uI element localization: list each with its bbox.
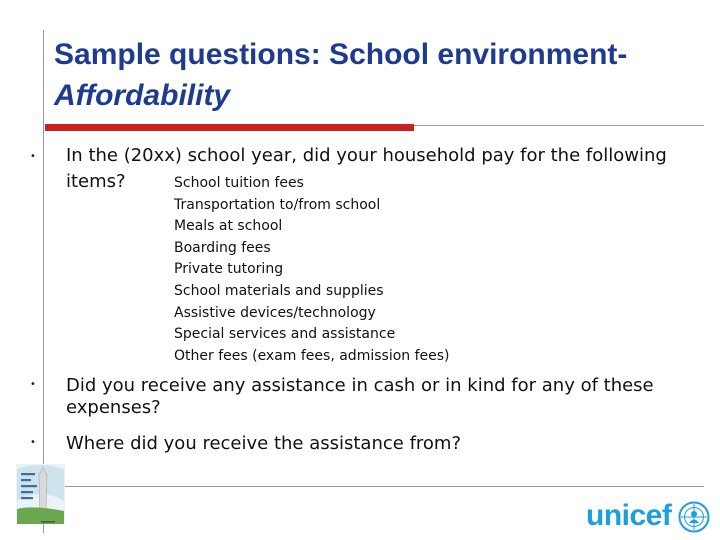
- footer-divider: [64, 486, 704, 487]
- question-2: Did you receive any assistance in cash or in kind for any of these expenses?: [66, 375, 654, 418]
- unicef-logo: [586, 500, 714, 534]
- slide-title-line2: Affordability: [54, 79, 231, 112]
- list-item: Other fees (exam fees, admission fees): [174, 347, 450, 364]
- slide-title: [54, 34, 704, 116]
- list-item: Transportation to/from school: [174, 196, 381, 213]
- unicef-wordmark: unicef: [586, 499, 672, 532]
- title-divider: [414, 125, 704, 126]
- expense-items-list: [174, 173, 450, 367]
- list-item: Boarding fees: [174, 239, 271, 256]
- washington-group-logo: [13, 461, 68, 529]
- question-3: Where did you receive the assistance from?: [66, 433, 462, 454]
- bullet-2: •: [30, 379, 36, 390]
- title-accent-bar: [45, 124, 414, 131]
- question-1-line2: items?: [66, 171, 126, 192]
- unicef-emblem-icon: [678, 501, 710, 533]
- list-item: Private tutoring: [174, 261, 284, 278]
- left-rule: [43, 30, 44, 533]
- list-item: Assistive devices/technology: [174, 304, 376, 321]
- list-item: Meals at school: [174, 218, 283, 235]
- bullet-3: •: [30, 437, 36, 448]
- bullet-1: •: [30, 151, 36, 162]
- slide-title-line1: Sample questions: School environment-: [54, 38, 628, 71]
- list-item: School materials and supplies: [174, 282, 384, 299]
- list-item: School tuition fees: [174, 175, 304, 191]
- list-item: Special services and assistance: [174, 326, 396, 343]
- question-1-line1: In the (20xx) school year, did your household pay for the following: [66, 145, 667, 166]
